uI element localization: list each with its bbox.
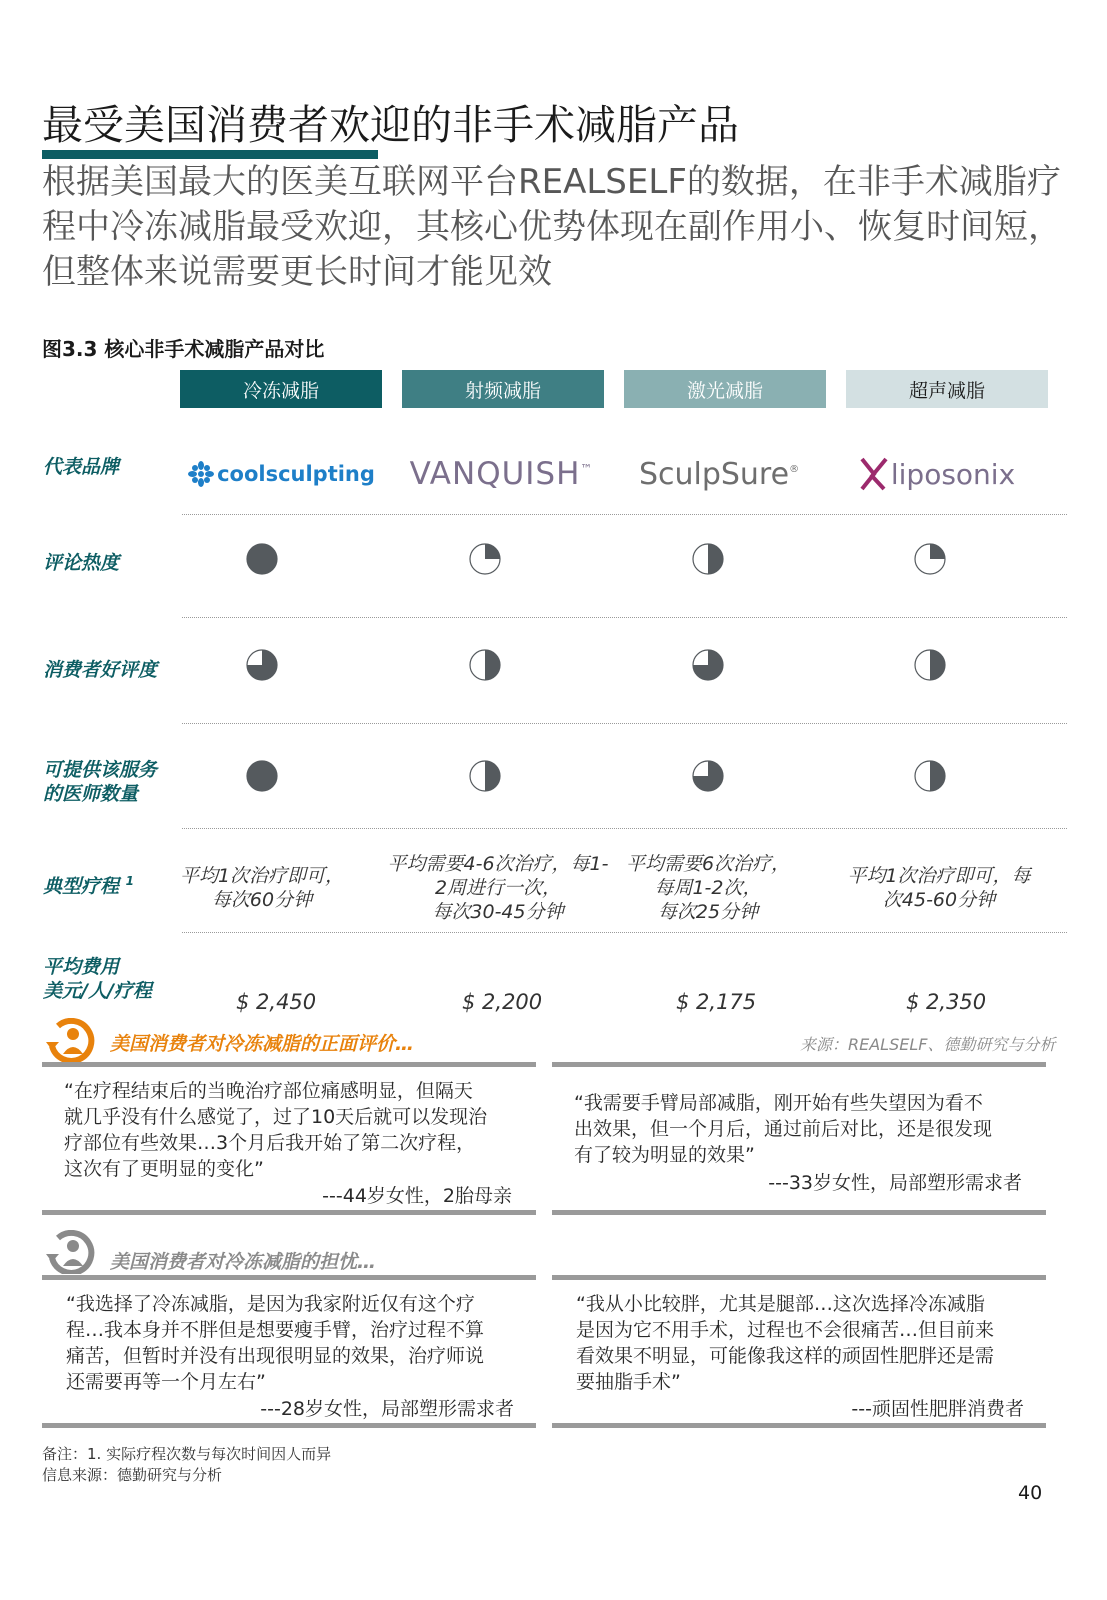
page-number: 40 bbox=[1018, 1482, 1043, 1504]
quote-line: 程…我本身并不胖但是想要瘦手臂，治疗过程不算 bbox=[66, 1319, 485, 1341]
registered-mark: ® bbox=[789, 464, 800, 475]
quote-line: “在疗程结束后的当晚治疗部位痛感明显，但隔天 bbox=[64, 1080, 473, 1102]
course-cell-ultrasound bbox=[836, 864, 1042, 912]
column-header-ultrasound bbox=[846, 370, 1048, 408]
cost-ultrasound: $ 2,350 bbox=[906, 990, 987, 1014]
quote-line: 痛苦，但暂时并没有出现很明显的效果，治疗师说 bbox=[66, 1345, 485, 1367]
brand-sculpsure-logo bbox=[614, 452, 824, 496]
footnote-marker: 1 bbox=[125, 874, 134, 888]
footnote-note: 备注：1. 实际疗程次数与每次时间因人而异 bbox=[42, 1445, 332, 1463]
rating-pie-fill bbox=[485, 650, 500, 680]
rating-pie-fill bbox=[485, 544, 500, 559]
rating-pie-fill bbox=[930, 544, 945, 559]
rating-pie-satisfaction bbox=[468, 648, 502, 682]
rating-pie-satisfaction bbox=[913, 648, 947, 682]
positive-quote-2 bbox=[574, 1090, 1034, 1168]
concern-person-icon bbox=[44, 1230, 102, 1274]
rating-pie-fill bbox=[930, 650, 945, 680]
footnote-source: 信息来源：德勤研究与分析 bbox=[42, 1466, 223, 1484]
title-underline bbox=[42, 150, 378, 159]
row-divider bbox=[182, 828, 1067, 829]
quote-line: “我需要手臂局部减脂，刚开始有些失望因为看不 bbox=[574, 1092, 983, 1114]
rating-pie-fill bbox=[708, 544, 723, 574]
section-rule bbox=[552, 1423, 1046, 1428]
page-title: 最受美国消费者欢迎的非手术减脂产品 bbox=[42, 101, 739, 149]
rating-pie-reviews bbox=[245, 542, 279, 576]
brand-liposonix-logo bbox=[832, 452, 1042, 496]
quote-line: 出效果，但一个月后，通过前后对比，还是很发现 bbox=[574, 1118, 993, 1140]
positive-section-heading: 美国消费者对冷冻减脂的正面评价… bbox=[110, 1033, 415, 1055]
positive-quote-1-attribution: ---44岁女性，2胎母亲 bbox=[322, 1185, 512, 1207]
intro-paragraph: 根据美国最大的医美互联网平台REALSELF的数据，在非手术减脂疗程中冷冻减脂最受欢迎，其核心优势体现在副作用小、恢复时间短，但整体来说需要更长时间才能见效 bbox=[42, 162, 1062, 292]
quote-line: 就几乎没有什么感觉了，过了10天后就可以发现治 bbox=[64, 1106, 488, 1128]
row-divider bbox=[182, 617, 1067, 618]
quote-line: 看效果不明显，可能像我这样的顽固性肥胖还是需 bbox=[576, 1345, 995, 1367]
course-line: 每次60分钟 bbox=[211, 889, 313, 911]
section-rule bbox=[42, 1062, 536, 1067]
cost-laser: $ 2,175 bbox=[676, 990, 757, 1014]
row-label-course bbox=[43, 869, 134, 898]
rating-pie-reviews bbox=[913, 542, 947, 576]
course-line: 平均需要6次治疗， bbox=[625, 853, 791, 875]
thumbs-up-person-icon bbox=[44, 1018, 102, 1062]
rating-pie-fill bbox=[930, 761, 945, 791]
row-label-line: 可提供该服务 bbox=[43, 759, 158, 781]
quote-line: “我选择了冷冻减脂，是因为我家附近仅有这个疗 bbox=[66, 1293, 475, 1315]
concern-section-heading: 美国消费者对冷冻减脂的担忧… bbox=[110, 1251, 377, 1273]
rating-pie-satisfaction bbox=[691, 648, 725, 682]
rating-pie-doctors bbox=[245, 759, 279, 793]
snowflake-icon bbox=[187, 460, 215, 488]
section-rule bbox=[552, 1275, 1046, 1280]
course-line: 平均1次治疗即可，每 bbox=[847, 865, 1031, 887]
rating-pie-doctors bbox=[691, 759, 725, 793]
rating-pie-fill bbox=[485, 761, 500, 791]
row-label-cost bbox=[43, 955, 152, 1003]
section-rule bbox=[552, 1062, 1046, 1067]
column-header-cryo bbox=[180, 370, 382, 408]
course-cell-rf bbox=[378, 852, 618, 924]
row-label-line: 美元/人/疗程 bbox=[43, 980, 152, 1002]
liposonix-x-icon bbox=[859, 456, 889, 492]
trademark-mark: ™ bbox=[580, 462, 593, 476]
column-header-label: 射频减脂 bbox=[464, 379, 541, 402]
course-line: 每周1-2次， bbox=[654, 877, 762, 899]
quote-line: “我从小比较胖，尤其是腿部…这次选择冷冻减脂 bbox=[576, 1293, 985, 1315]
quote-line: 是因为它不用手术，过程也不会很痛苦…但目前来 bbox=[576, 1319, 995, 1341]
row-label-text: 典型疗程 bbox=[43, 875, 120, 898]
section-rule bbox=[42, 1423, 536, 1428]
course-line: 平均需要4-6次治疗，每1- bbox=[387, 853, 609, 875]
section-rule bbox=[42, 1210, 536, 1215]
brand-vanquish-logo bbox=[396, 452, 606, 496]
brand-name: VANQUISH bbox=[409, 456, 581, 492]
column-header-label: 激光减脂 bbox=[686, 379, 763, 402]
section-rule bbox=[552, 1210, 1046, 1215]
brand-name: liposonix bbox=[890, 457, 1016, 491]
row-label-line: 的医师数量 bbox=[43, 783, 139, 805]
cost-cryo: $ 2,450 bbox=[236, 990, 317, 1014]
column-header-label: 超声减脂 bbox=[908, 379, 985, 402]
quote-line: 这次有了更明显的变化” bbox=[64, 1158, 264, 1180]
section-rule bbox=[42, 1275, 536, 1280]
rating-pie-reviews bbox=[468, 542, 502, 576]
column-header-laser bbox=[624, 370, 826, 408]
course-line: 平均1次治疗即可， bbox=[179, 865, 345, 887]
row-label-doctors bbox=[43, 758, 157, 806]
quote-line: 还需要再等一个月左右” bbox=[66, 1371, 266, 1393]
figure-caption: 图3.3 核心非手术减脂产品对比 bbox=[42, 337, 325, 361]
column-header-label: 冷冻减脂 bbox=[242, 379, 319, 402]
row-divider bbox=[182, 723, 1067, 724]
rating-pie-doctors bbox=[468, 759, 502, 793]
row-label-line: 平均费用 bbox=[43, 956, 120, 978]
concern-quote-2-attribution: ---顽固性肥胖消费者 bbox=[851, 1398, 1024, 1420]
row-label-satisfaction: 消费者好评度 bbox=[43, 659, 158, 681]
row-divider bbox=[182, 514, 1067, 515]
row-label-reviews: 评论热度 bbox=[43, 552, 120, 574]
concern-quote-2 bbox=[576, 1291, 1036, 1395]
rating-pie-reviews bbox=[691, 542, 725, 576]
cost-rf: $ 2,200 bbox=[462, 990, 543, 1014]
course-cell-laser bbox=[616, 852, 800, 924]
course-cell-cryo bbox=[176, 864, 348, 912]
course-line: 每次25分钟 bbox=[657, 901, 759, 923]
quote-line: 疗部位有些效果…3个月后我开始了第二次疗程， bbox=[64, 1132, 476, 1154]
row-label-brand: 代表品牌 bbox=[43, 456, 120, 478]
column-header-rf bbox=[402, 370, 604, 408]
course-line: 每次30-45分钟 bbox=[432, 901, 564, 923]
rating-pie-satisfaction bbox=[245, 648, 279, 682]
concern-quote-1-attribution: ---28岁女性，局部塑形需求者 bbox=[260, 1398, 514, 1420]
course-line: 次45-60分钟 bbox=[882, 889, 996, 911]
brand-name: SculpSure bbox=[638, 456, 790, 492]
quote-line: 有了较为明显的效果” bbox=[574, 1144, 755, 1166]
row-divider bbox=[182, 932, 1067, 933]
concern-quote-1 bbox=[66, 1291, 526, 1395]
quote-line: 要抽脂手术” bbox=[576, 1371, 681, 1393]
chart-source: 来源：REALSELF、德勤研究与分析 bbox=[800, 1035, 1056, 1054]
positive-quote-1 bbox=[64, 1078, 524, 1182]
brand-name: coolsculpting bbox=[217, 462, 375, 486]
brand-coolsculpting-logo bbox=[176, 452, 386, 496]
course-line: 2周进行一次， bbox=[434, 877, 562, 899]
rating-pie-doctors bbox=[913, 759, 947, 793]
positive-quote-2-attribution: ---33岁女性，局部塑形需求者 bbox=[768, 1172, 1022, 1194]
